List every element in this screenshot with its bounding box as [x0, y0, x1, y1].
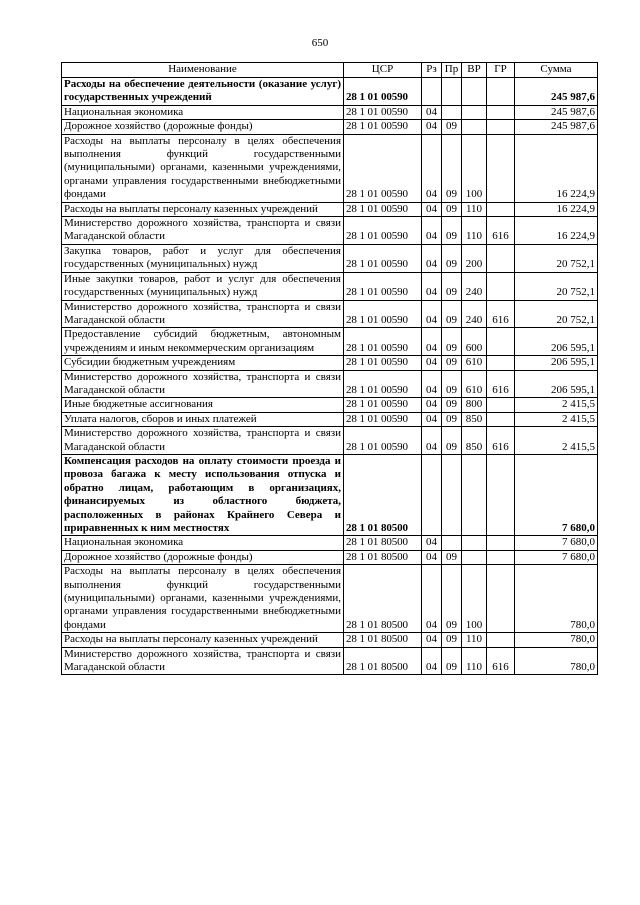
vr-cell: 110 — [462, 647, 487, 675]
pr-cell: 09 — [442, 202, 462, 216]
vr-cell: 100 — [462, 134, 487, 202]
sum-cell: 7 680,0 — [515, 550, 598, 564]
table-row — [62, 550, 598, 564]
table-row — [62, 134, 598, 202]
pr-cell: 09 — [442, 217, 462, 245]
csr-cell: 28 1 01 00590 — [344, 427, 422, 455]
pr-cell: 09 — [442, 244, 462, 272]
gr-cell: 616 — [487, 427, 515, 455]
header-row — [62, 63, 598, 78]
sum-cell: 20 752,1 — [515, 244, 598, 272]
csr-cell: 28 1 01 00590 — [344, 398, 422, 412]
rz-cell: 04 — [422, 633, 442, 647]
csr-cell: 28 1 01 80500 — [344, 647, 422, 675]
csr-cell: 28 1 01 00590 — [344, 120, 422, 134]
table-row — [62, 398, 598, 412]
rz-cell: 04 — [422, 356, 442, 370]
csr-cell: 28 1 01 80500 — [344, 550, 422, 564]
sum-cell: 16 224,9 — [515, 202, 598, 216]
sum-cell: 206 595,1 — [515, 370, 598, 398]
pr-cell — [442, 78, 462, 106]
column-header-rz: Рз — [422, 63, 442, 78]
rz-cell: 04 — [422, 398, 442, 412]
name-cell: Министерство дорожного хозяйства, транспорта и связи Магаданской области — [62, 370, 344, 398]
column-header-sum: Сумма — [515, 63, 598, 78]
vr-cell: 610 — [462, 370, 487, 398]
csr-cell: 28 1 01 80500 — [344, 565, 422, 633]
sum-cell: 245 987,6 — [515, 78, 598, 106]
pr-cell — [442, 536, 462, 550]
gr-cell — [487, 454, 515, 535]
name-cell: Расходы на выплаты персоналу казенных учреждений — [62, 633, 344, 647]
rz-cell — [422, 78, 442, 106]
csr-cell: 28 1 01 00590 — [344, 356, 422, 370]
name-cell: Закупка товаров, работ и услуг для обеспечения государственных (муниципальных) нужд — [62, 244, 344, 272]
gr-cell — [487, 565, 515, 633]
rz-cell: 04 — [422, 536, 442, 550]
rz-cell: 04 — [422, 217, 442, 245]
name-cell: Министерство дорожного хозяйства, транспорта и связи Магаданской области — [62, 300, 344, 328]
vr-cell: 240 — [462, 272, 487, 300]
gr-cell — [487, 134, 515, 202]
gr-cell: 616 — [487, 647, 515, 675]
pr-cell: 09 — [442, 647, 462, 675]
pr-cell: 09 — [442, 550, 462, 564]
rz-cell: 04 — [422, 202, 442, 216]
csr-cell: 28 1 01 00590 — [344, 370, 422, 398]
name-cell: Министерство дорожного хозяйства, транспорта и связи Магаданской области — [62, 427, 344, 455]
sum-cell: 16 224,9 — [515, 134, 598, 202]
sum-cell: 780,0 — [515, 647, 598, 675]
pr-cell: 09 — [442, 427, 462, 455]
column-header-csr: ЦСР — [344, 63, 422, 78]
gr-cell — [487, 633, 515, 647]
table-row — [62, 427, 598, 455]
vr-cell — [462, 536, 487, 550]
vr-cell: 800 — [462, 398, 487, 412]
sum-cell: 206 595,1 — [515, 356, 598, 370]
csr-cell: 28 1 01 00590 — [344, 244, 422, 272]
table-row — [62, 217, 598, 245]
gr-cell — [487, 536, 515, 550]
csr-cell: 28 1 01 00590 — [344, 328, 422, 356]
vr-cell: 600 — [462, 328, 487, 356]
name-cell: Расходы на обеспечение деятельности (оказание услуг) государственных учреждений — [62, 78, 344, 106]
gr-cell: 616 — [487, 300, 515, 328]
csr-cell: 28 1 01 00590 — [344, 134, 422, 202]
sum-cell: 20 752,1 — [515, 272, 598, 300]
pr-cell: 09 — [442, 565, 462, 633]
vr-cell: 850 — [462, 412, 487, 426]
table-row — [62, 370, 598, 398]
name-cell: Уплата налогов, сборов и иных платежей — [62, 412, 344, 426]
table-row — [62, 633, 598, 647]
csr-cell: 28 1 01 00590 — [344, 105, 422, 119]
pr-cell: 09 — [442, 328, 462, 356]
gr-cell — [487, 412, 515, 426]
vr-cell: 850 — [462, 427, 487, 455]
gr-cell — [487, 78, 515, 106]
vr-cell: 100 — [462, 565, 487, 633]
sum-cell: 7 680,0 — [515, 536, 598, 550]
table-row — [62, 356, 598, 370]
csr-cell: 28 1 01 00590 — [344, 78, 422, 106]
gr-cell — [487, 272, 515, 300]
sum-cell: 20 752,1 — [515, 300, 598, 328]
table-row — [62, 272, 598, 300]
gr-cell — [487, 105, 515, 119]
pr-cell: 09 — [442, 134, 462, 202]
sum-cell: 780,0 — [515, 565, 598, 633]
sum-cell: 2 415,5 — [515, 427, 598, 455]
vr-cell: 110 — [462, 633, 487, 647]
pr-cell: 09 — [442, 120, 462, 134]
gr-cell — [487, 328, 515, 356]
csr-cell: 28 1 01 00590 — [344, 272, 422, 300]
vr-cell — [462, 105, 487, 119]
pr-cell: 09 — [442, 300, 462, 328]
pr-cell: 09 — [442, 272, 462, 300]
table-row — [62, 412, 598, 426]
csr-cell: 28 1 01 00590 — [344, 412, 422, 426]
csr-cell: 28 1 01 00590 — [344, 202, 422, 216]
rz-cell: 04 — [422, 647, 442, 675]
csr-cell: 28 1 01 00590 — [344, 217, 422, 245]
pr-cell: 09 — [442, 412, 462, 426]
name-cell: Министерство дорожного хозяйства, транспорта и связи Магаданской области — [62, 647, 344, 675]
gr-cell — [487, 398, 515, 412]
csr-cell: 28 1 01 80500 — [344, 454, 422, 535]
table-row — [62, 565, 598, 633]
sum-cell: 2 415,5 — [515, 398, 598, 412]
table-body — [62, 78, 598, 675]
sum-cell: 206 595,1 — [515, 328, 598, 356]
name-cell: Национальная экономика — [62, 536, 344, 550]
pr-cell: 09 — [442, 356, 462, 370]
csr-cell: 28 1 01 80500 — [344, 536, 422, 550]
column-header-name: Наименование — [62, 63, 344, 78]
name-cell: Субсидии бюджетным учреждениям — [62, 356, 344, 370]
name-cell: Министерство дорожного хозяйства, транспорта и связи Магаданской области — [62, 217, 344, 245]
pr-cell: 09 — [442, 370, 462, 398]
gr-cell — [487, 550, 515, 564]
rz-cell: 04 — [422, 120, 442, 134]
vr-cell — [462, 550, 487, 564]
rz-cell: 04 — [422, 272, 442, 300]
table-row — [62, 105, 598, 119]
table-row — [62, 244, 598, 272]
sum-cell: 2 415,5 — [515, 412, 598, 426]
gr-cell: 616 — [487, 370, 515, 398]
vr-cell: 110 — [462, 202, 487, 216]
gr-cell — [487, 356, 515, 370]
name-cell: Иные бюджетные ассигнования — [62, 398, 344, 412]
name-cell: Расходы на выплаты персоналу в целях обеспечения выполнения функций государственными (муниципальными) органами, казенными учреждениями, органами управления государственными внебюджетными фондами — [62, 565, 344, 633]
pr-cell — [442, 105, 462, 119]
vr-cell — [462, 78, 487, 106]
column-header-gr: ГР — [487, 63, 515, 78]
pr-cell: 09 — [442, 398, 462, 412]
rz-cell: 04 — [422, 134, 442, 202]
budget-table — [61, 62, 598, 675]
rz-cell: 04 — [422, 328, 442, 356]
rz-cell: 04 — [422, 105, 442, 119]
page-number: 650 — [311, 37, 329, 49]
pr-cell — [442, 454, 462, 535]
table-row — [62, 300, 598, 328]
table-row — [62, 647, 598, 675]
table-row — [62, 78, 598, 106]
csr-cell: 28 1 01 00590 — [344, 300, 422, 328]
table-row — [62, 202, 598, 216]
rz-cell: 04 — [422, 412, 442, 426]
sum-cell: 16 224,9 — [515, 217, 598, 245]
gr-cell — [487, 120, 515, 134]
vr-cell: 610 — [462, 356, 487, 370]
pr-cell: 09 — [442, 633, 462, 647]
name-cell: Иные закупки товаров, работ и услуг для обеспечения государственных (муниципальных) нужд — [62, 272, 344, 300]
table-row — [62, 454, 598, 535]
name-cell: Дорожное хозяйство (дорожные фонды) — [62, 550, 344, 564]
vr-cell — [462, 120, 487, 134]
name-cell: Дорожное хозяйство (дорожные фонды) — [62, 120, 344, 134]
sum-cell: 7 680,0 — [515, 454, 598, 535]
name-cell: Национальная экономика — [62, 105, 344, 119]
csr-cell: 28 1 01 80500 — [344, 633, 422, 647]
sum-cell: 245 987,6 — [515, 120, 598, 134]
gr-cell: 616 — [487, 217, 515, 245]
rz-cell: 04 — [422, 550, 442, 564]
vr-cell: 240 — [462, 300, 487, 328]
table-row — [62, 328, 598, 356]
vr-cell: 200 — [462, 244, 487, 272]
vr-cell: 110 — [462, 217, 487, 245]
gr-cell — [487, 244, 515, 272]
name-cell: Компенсация расходов на оплату стоимости проезда и провоза багажа к месту использования отпуска и обратно лицам, работающим в организациях, финансируемых из областного бюджета, расположенных в районах Крайнего Севера и приравненных к ним местностях — [62, 454, 344, 535]
column-header-vr: ВР — [462, 63, 487, 78]
name-cell: Расходы на выплаты персоналу в целях обеспечения выполнения функций государственными (муниципальными) органами, казенными учреждениями, органами управления государственными внебюджетными фондами — [62, 134, 344, 202]
sum-cell: 780,0 — [515, 633, 598, 647]
name-cell: Предоставление субсидий бюджетным, автономным учреждениям и иным некоммерческим организациям — [62, 328, 344, 356]
table-header — [62, 63, 598, 78]
rz-cell — [422, 454, 442, 535]
column-header-pr: Пр — [442, 63, 462, 78]
rz-cell: 04 — [422, 370, 442, 398]
sum-cell: 245 987,6 — [515, 105, 598, 119]
rz-cell: 04 — [422, 244, 442, 272]
table-row — [62, 120, 598, 134]
table-row — [62, 536, 598, 550]
gr-cell — [487, 202, 515, 216]
rz-cell: 04 — [422, 300, 442, 328]
name-cell: Расходы на выплаты персоналу казенных учреждений — [62, 202, 344, 216]
rz-cell: 04 — [422, 427, 442, 455]
vr-cell — [462, 454, 487, 535]
rz-cell: 04 — [422, 565, 442, 633]
